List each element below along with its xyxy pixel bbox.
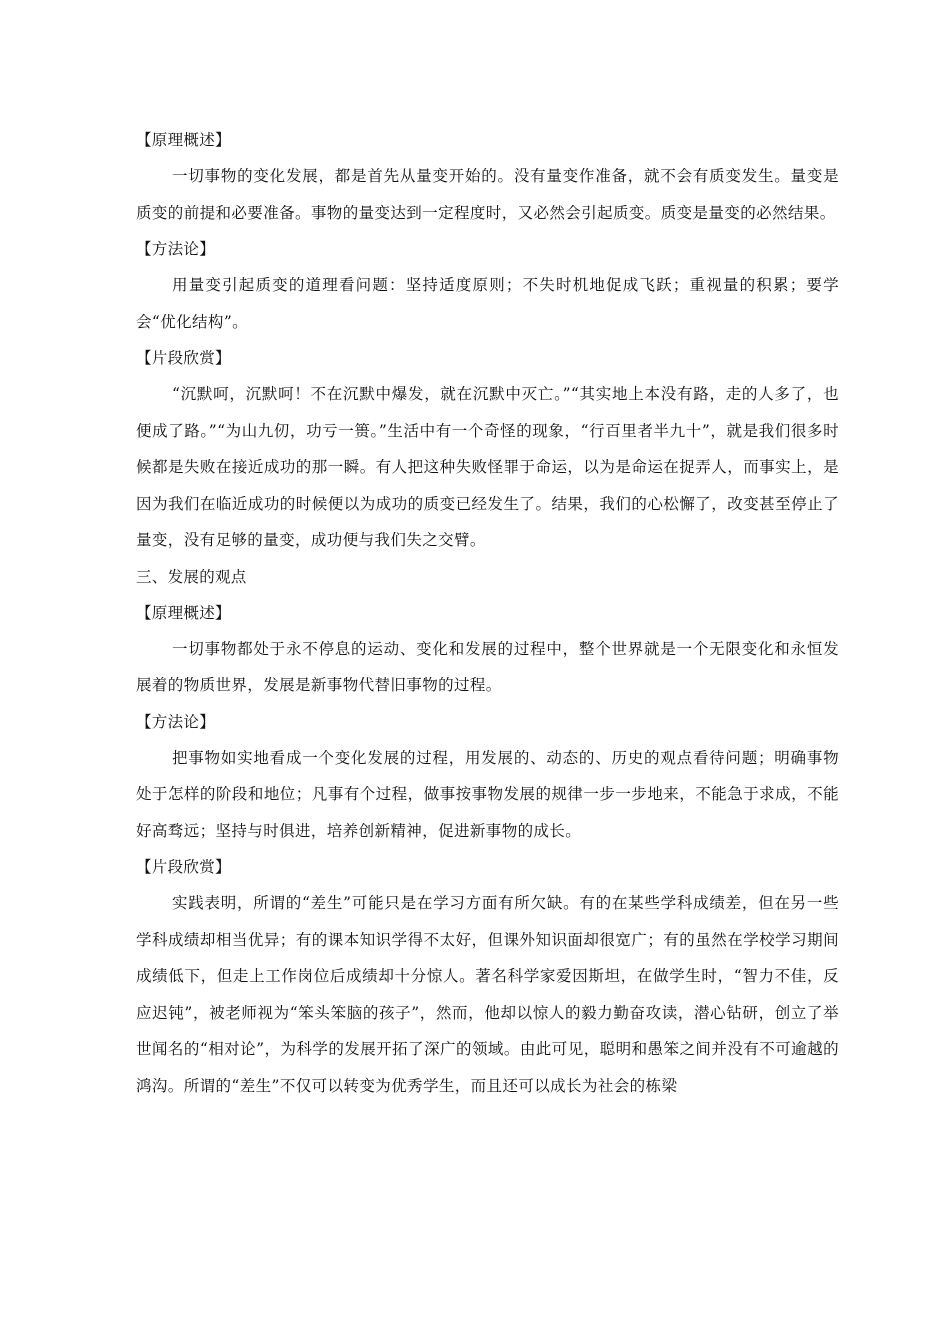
paragraph-principle-development: 一切事物都处于永不停息的运动、变化和发展的过程中，整个世界就是一个无限变化和永恒发展着的物质世界，发展是新事物代替旧事物的过程。 — [136, 639, 839, 694]
chapter-heading-development: 三、发展的观点 — [136, 567, 247, 586]
section-heading-methodology-development: 【方法论】 — [136, 712, 216, 731]
paragraph-methodology-development: 把事物如实地看成一个变化发展的过程，用发展的、动态的、历史的观点看待问题；明确事物处于怎样的阶段和地位；凡事有个过程，做事按事物发展的规律一步一步地来，不能急于求成，不能好高骛远；坚持与时俱进，培养创新精神，促进新事物的成长。 — [136, 748, 839, 840]
paragraph-principle-quantitative-change: 一切事物的变化发展，都是首先从量变开始的。没有量变作准备，就不会有质变发生。量变是质变的前提和必要准备。事物的量变达到一定程度时，又必然会引起质变。质变是量变的必然结果。 — [136, 167, 839, 222]
section-heading-principle: 【原理概述】 — [136, 131, 231, 149]
paragraph-excerpt-quantitative-change: “沉默呵，沉默呵！不在沉默中爆发，就在沉默中灭亡。”“其实地上本没有路，走的人多了，也便成了路。”“为山九仞，功亏一篑。”生活中有一个奇怪的现象，“行百里者半九十”，就是我们很多时候都是失败在接近成功的那一瞬。有人把这种失败怪罪于命运，以为是命运在捉弄人，而事实上，是因为我们在临近成功的时候便以为成功的质变已经发生了。结果，我们的心松懈了，改变甚至停止了量变，没有足够的量变，成功便与我们失之交臂。 — [136, 385, 839, 549]
paragraph-excerpt-development: 实践表明，所谓的“差生”可能只是在学习方面有所欠缺。有的在某些学科成绩差，但在另一些学科成绩却相当优异；有的课本知识学得不太好，但课外知识面却很宽广；有的虽然在学校学习期间成绩低下，但走上工作岗位后成绩却十分惊人。著名科学家爱因斯坦，在做学生时，“智力不佳，反应迟钝”，被老师视为“笨头笨脑的孩子”，然而，他却以惊人的毅力勤奋攻读，潜心钻研，创立了举世闻名的“相对论”，为科学的发展开拓了深广的领域。由此可见，聪明和愚笨之间并没有不可逾越的鸿沟。所谓的“差生”不仅可以转变为优秀学生，而且还可以成长为社会的栋梁 — [136, 894, 839, 1095]
section-heading-principle-development: 【原理概述】 — [136, 603, 231, 622]
document-body — [136, 122, 839, 1104]
paragraph-methodology-quantitative-change: 用量变引起质变的道理看问题：坚持适度原则；不失时机地促成飞跃；重视量的积累；要学会“优化结构”。 — [136, 276, 839, 331]
section-heading-methodology: 【方法论】 — [136, 240, 216, 258]
section-heading-excerpt: 【片段欣赏】 — [136, 349, 231, 367]
section-heading-excerpt-development: 【片段欣赏】 — [136, 858, 231, 876]
